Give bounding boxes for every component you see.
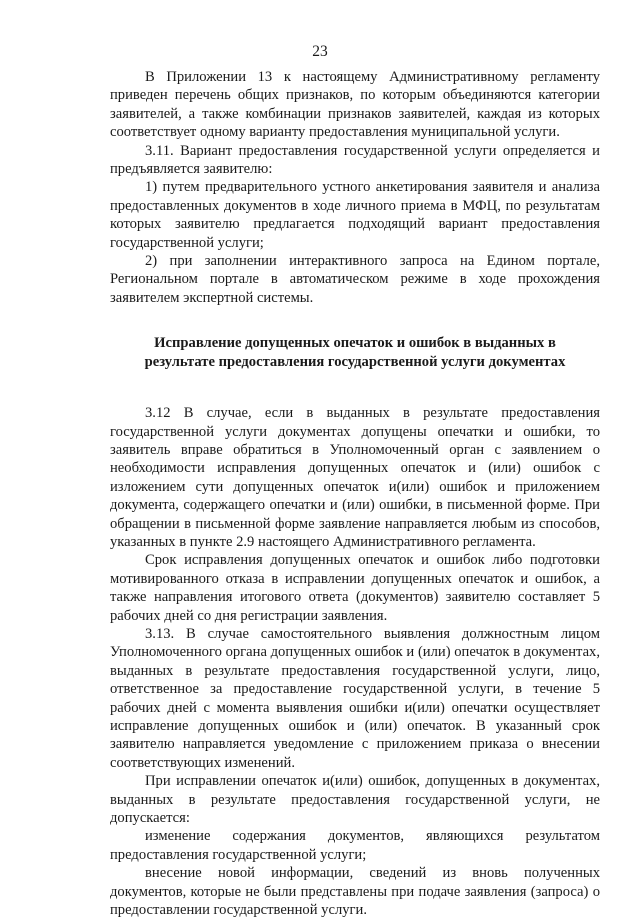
list-item-continuation: предоставления государственной услуги; bbox=[110, 846, 367, 863]
word: результатом bbox=[525, 828, 600, 845]
list-item: внесение новой информации, сведений из вновь полученных документов, которые не были представлены при подаче заявления (запроса) о предоставлении государственной услуги. bbox=[110, 865, 600, 919]
paragraph: 3.12 В случае, если в выданных в результате предоставления государственной услуги документах допущены опечатки и ошибки, то заявитель вправе обратиться в Уполномоченный орган с заявлением о необходимости исправления допущенных опечаток и (или) ошибок с изложением сути допущенных опечаток и(или) ошибок и приложением документа, содержащего опечатки и (или) ошибки, в письменной форме. При обращении в письменной форме заявление направляется любым из способов, указанных в пункте 2.9 настоящего Административного регламента. bbox=[110, 405, 600, 550]
word: документов, bbox=[327, 828, 405, 845]
section-heading: Исправление допущенных опечаток и ошибок в выданных в результате предоставления государственной услуги документах bbox=[144, 335, 566, 370]
word: содержания bbox=[232, 828, 306, 845]
paragraph: В Приложении 13 к настоящему Административному регламенту приведен перечень общих признаков, по которым объединяются категории заявителей, а также комбинации признаков заявителей, каждая из которых соответствует одному варианту предоставления муниципальной услуги. bbox=[110, 69, 600, 141]
paragraph: 2) при заполнении интерактивного запроса на Едином портале, Региональном портале в автоматическом режиме в ходе прохождения заявителем экспертной системы. bbox=[110, 253, 600, 306]
word: изменение bbox=[145, 828, 211, 845]
list-item bbox=[110, 827, 600, 864]
list-item-first-line bbox=[110, 827, 600, 845]
paragraph: При исправлении опечаток и(или) ошибок, допущенных в документах, выданных в результате предоставления государственной услуги, не допускается: bbox=[110, 773, 600, 827]
page-number: 23 bbox=[312, 43, 328, 60]
paragraph: 3.11. Вариант предоставления государственной услуги определяется и предъявляется заявителю: bbox=[110, 142, 600, 178]
paragraph: 3.13. В случае самостоятельного выявления должностным лицом Уполномоченного органа допущенных ошибок и (или) опечаток в документах, выданных в результате предоставления государственной услуги, лицо, ответственное за предоставление государственной услуги, в течение 5 рабочих дней с момента выявления ошибки и(или) опечатки осуществляет исправление допущенных ошибок и (или) опечаток. В указанный срок заявителю направляется уведомление с приложением приказа о внесении соответствующих изменений. bbox=[110, 625, 600, 771]
paragraph: 1) путем предварительного устного анкетирования заявителя и анализа предоставленных документов в ходе личного приема в МФЦ, по результатам которых заявителю предлагается подходящий вариант предоставления государственной услуги; bbox=[110, 179, 600, 251]
document-body bbox=[110, 68, 600, 919]
word: являющихся bbox=[426, 828, 504, 845]
paragraph: Срок исправления допущенных опечаток и ошибок либо подготовки мотивированного отказа в исправлении допущенных опечаток и ошибок, а также направления итогового ответа (документов) заявителю составляет 5 рабочих дней со дня регистрации заявления. bbox=[110, 552, 600, 624]
